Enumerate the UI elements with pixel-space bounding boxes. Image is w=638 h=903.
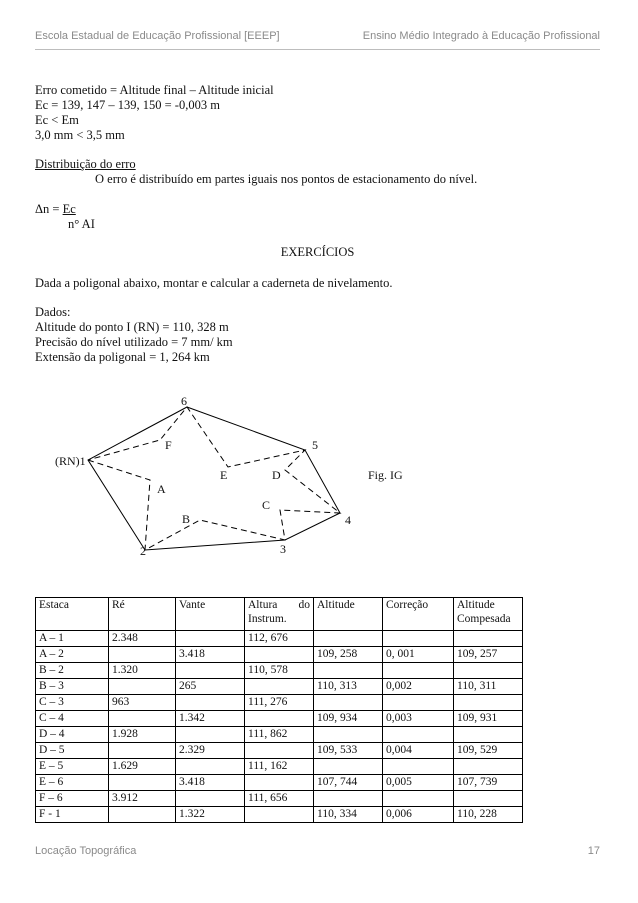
table-cell: 110, 578	[245, 663, 314, 679]
table-row	[36, 775, 523, 791]
table-cell: 110, 334	[314, 807, 383, 823]
table-cell: 1.320	[109, 663, 176, 679]
table-row	[36, 647, 523, 663]
col-correcao: Correção	[383, 598, 454, 631]
header-divider	[35, 49, 600, 50]
table-cell	[454, 663, 523, 679]
leveling-table	[35, 597, 523, 823]
table-cell	[383, 663, 454, 679]
table-cell: 963	[109, 695, 176, 711]
table-cell: 109, 257	[454, 647, 523, 663]
col-altura-line-2: Instrum.	[248, 613, 287, 625]
table-cell	[245, 775, 314, 791]
exercise-statement: Dada a poligonal abaixo, montar e calcular a caderneta de nivelamento.	[35, 276, 393, 290]
table-cell	[314, 695, 383, 711]
table-cell: 111, 162	[245, 759, 314, 775]
data-precision: Precisão do nível utilizado = 7 mm/ km	[35, 335, 233, 349]
table-cell: 111, 862	[245, 727, 314, 743]
data-altitude: Altitude do ponto I (RN) = 110, 328 m	[35, 320, 229, 334]
point-4-label: 4	[345, 513, 351, 527]
table-row	[36, 711, 523, 727]
table-row	[36, 631, 523, 647]
point-3-label: 3	[280, 542, 286, 556]
station-a-label: A	[157, 482, 166, 496]
table-cell: 107, 739	[454, 775, 523, 791]
table-cell	[383, 791, 454, 807]
calc-line-3: Ec < Em	[35, 113, 79, 127]
table-cell: A – 1	[36, 631, 109, 647]
table-cell: B – 3	[36, 679, 109, 695]
table-cell: 1.342	[176, 711, 245, 727]
header-course: Ensino Médio Integrado à Educação Profissional	[362, 30, 600, 42]
table-body	[36, 631, 523, 823]
table-cell	[176, 663, 245, 679]
table-cell: F - 1	[36, 807, 109, 823]
table-cell	[176, 759, 245, 775]
point-6-label: 6	[181, 394, 187, 408]
table-cell: B – 2	[36, 663, 109, 679]
table-cell: 111, 276	[245, 695, 314, 711]
col-altcomp-line-2: Compesada	[457, 613, 511, 625]
table-cell	[314, 791, 383, 807]
table-cell	[109, 711, 176, 727]
table-row	[36, 695, 523, 711]
point-5-label: 5	[312, 438, 318, 452]
col-estaca: Estaca	[36, 598, 109, 631]
table-cell: 3.418	[176, 647, 245, 663]
table-cell	[109, 647, 176, 663]
table-cell	[383, 695, 454, 711]
polygon-figure	[0, 385, 638, 575]
data-title: Dados:	[35, 305, 71, 319]
page-header	[35, 30, 600, 48]
col-altura-line-1: Altura do	[248, 599, 310, 611]
table-cell	[314, 759, 383, 775]
table-cell: 0,006	[383, 807, 454, 823]
table-cell: 0,005	[383, 775, 454, 791]
table-header-row	[36, 598, 523, 631]
table-cell: 110, 228	[454, 807, 523, 823]
table-row	[36, 791, 523, 807]
point-1-label: (RN)1	[55, 454, 86, 468]
table-cell: 112, 676	[245, 631, 314, 647]
table-row	[36, 727, 523, 743]
table-row	[36, 759, 523, 775]
table-cell	[245, 711, 314, 727]
station-c-label: C	[262, 498, 271, 512]
table-cell: E – 6	[36, 775, 109, 791]
table-cell	[109, 679, 176, 695]
table-cell: D – 4	[36, 727, 109, 743]
col-altcomp-line-1: Altitude	[457, 599, 495, 611]
table-cell	[176, 727, 245, 743]
formula-numerator: Ec	[62, 202, 76, 216]
col-vante: Vante	[176, 598, 245, 631]
table-row	[36, 807, 523, 823]
table-cell	[454, 695, 523, 711]
table-cell: 1.629	[109, 759, 176, 775]
table-cell	[314, 631, 383, 647]
leveling-path	[88, 407, 340, 550]
formula-lhs: Δn =	[35, 202, 63, 216]
table-cell	[454, 727, 523, 743]
station-b-label: B	[182, 512, 191, 526]
table-cell: 111, 656	[245, 791, 314, 807]
table-cell: 0,002	[383, 679, 454, 695]
table-cell	[245, 743, 314, 759]
formula-denominator: n° AI	[68, 217, 95, 231]
table-cell: 2.329	[176, 743, 245, 759]
calc-line-2: Ec = 139, 147 – 139, 150 = -0,003 m	[35, 98, 220, 112]
table-cell	[109, 807, 176, 823]
table-cell	[109, 743, 176, 759]
table-cell: 2.348	[109, 631, 176, 647]
table-cell: 3.418	[176, 775, 245, 791]
page-number: 17	[587, 845, 600, 857]
table-cell	[176, 791, 245, 807]
distribution-title: Distribuição do erro	[35, 157, 136, 171]
formula-numerator-line	[35, 202, 76, 217]
table-cell	[245, 807, 314, 823]
table-cell	[454, 759, 523, 775]
calc-line-1: Erro cometido = Altitude final – Altitude inicial	[35, 83, 274, 97]
table-cell	[245, 647, 314, 663]
table-cell: F – 6	[36, 791, 109, 807]
exercises-heading: EXERCÍCIOS	[280, 245, 355, 259]
figure-caption: Fig. IG	[368, 468, 403, 482]
table-cell: D – 5	[36, 743, 109, 759]
polygon-outline	[88, 407, 340, 550]
table-cell: 107, 744	[314, 775, 383, 791]
table-cell	[176, 695, 245, 711]
header-school: Escola Estadual de Educação Profissional [EEEP]	[35, 30, 280, 42]
table-cell: 0, 001	[383, 647, 454, 663]
calc-line-4: 3,0 mm < 3,5 mm	[35, 128, 125, 142]
table-cell: 265	[176, 679, 245, 695]
col-altitude: Altitude	[314, 598, 383, 631]
table-cell	[245, 679, 314, 695]
table-cell	[454, 631, 523, 647]
table-row	[36, 679, 523, 695]
table-row	[36, 743, 523, 759]
table-cell	[383, 631, 454, 647]
table-cell: A – 2	[36, 647, 109, 663]
table-cell: C – 4	[36, 711, 109, 727]
table-cell: 109, 931	[454, 711, 523, 727]
table-cell: 3.912	[109, 791, 176, 807]
distribution-text: O erro é distribuído em partes iguais nos pontos de estacionamento do nível.	[95, 172, 478, 186]
page-footer	[35, 845, 600, 861]
table-cell	[176, 631, 245, 647]
station-f-label: F	[165, 438, 172, 452]
col-re: Ré	[109, 598, 176, 631]
station-e-label: E	[220, 468, 228, 482]
table-cell: 0,004	[383, 743, 454, 759]
table-cell: 109, 529	[454, 743, 523, 759]
data-extension: Extensão da poligonal = 1, 264 km	[35, 350, 210, 364]
table-cell: 0,003	[383, 711, 454, 727]
table-cell: 109, 258	[314, 647, 383, 663]
table-cell	[314, 727, 383, 743]
table-cell: 109, 934	[314, 711, 383, 727]
table-cell	[383, 727, 454, 743]
table-cell: 1.928	[109, 727, 176, 743]
table-cell: 1.322	[176, 807, 245, 823]
table-cell	[454, 791, 523, 807]
table-cell: 110, 313	[314, 679, 383, 695]
col-altitude-compesada	[454, 598, 523, 631]
table-cell: E – 5	[36, 759, 109, 775]
table-cell	[314, 663, 383, 679]
table-row	[36, 663, 523, 679]
table-cell: 109, 533	[314, 743, 383, 759]
table-cell	[109, 775, 176, 791]
table-cell: 110, 311	[454, 679, 523, 695]
station-d-label: D	[272, 468, 281, 482]
point-2-label: 2	[140, 544, 146, 558]
footer-title: Locação Topográfica	[35, 845, 137, 857]
col-altura-instrum	[245, 598, 314, 631]
table-cell	[383, 759, 454, 775]
table-cell: C – 3	[36, 695, 109, 711]
